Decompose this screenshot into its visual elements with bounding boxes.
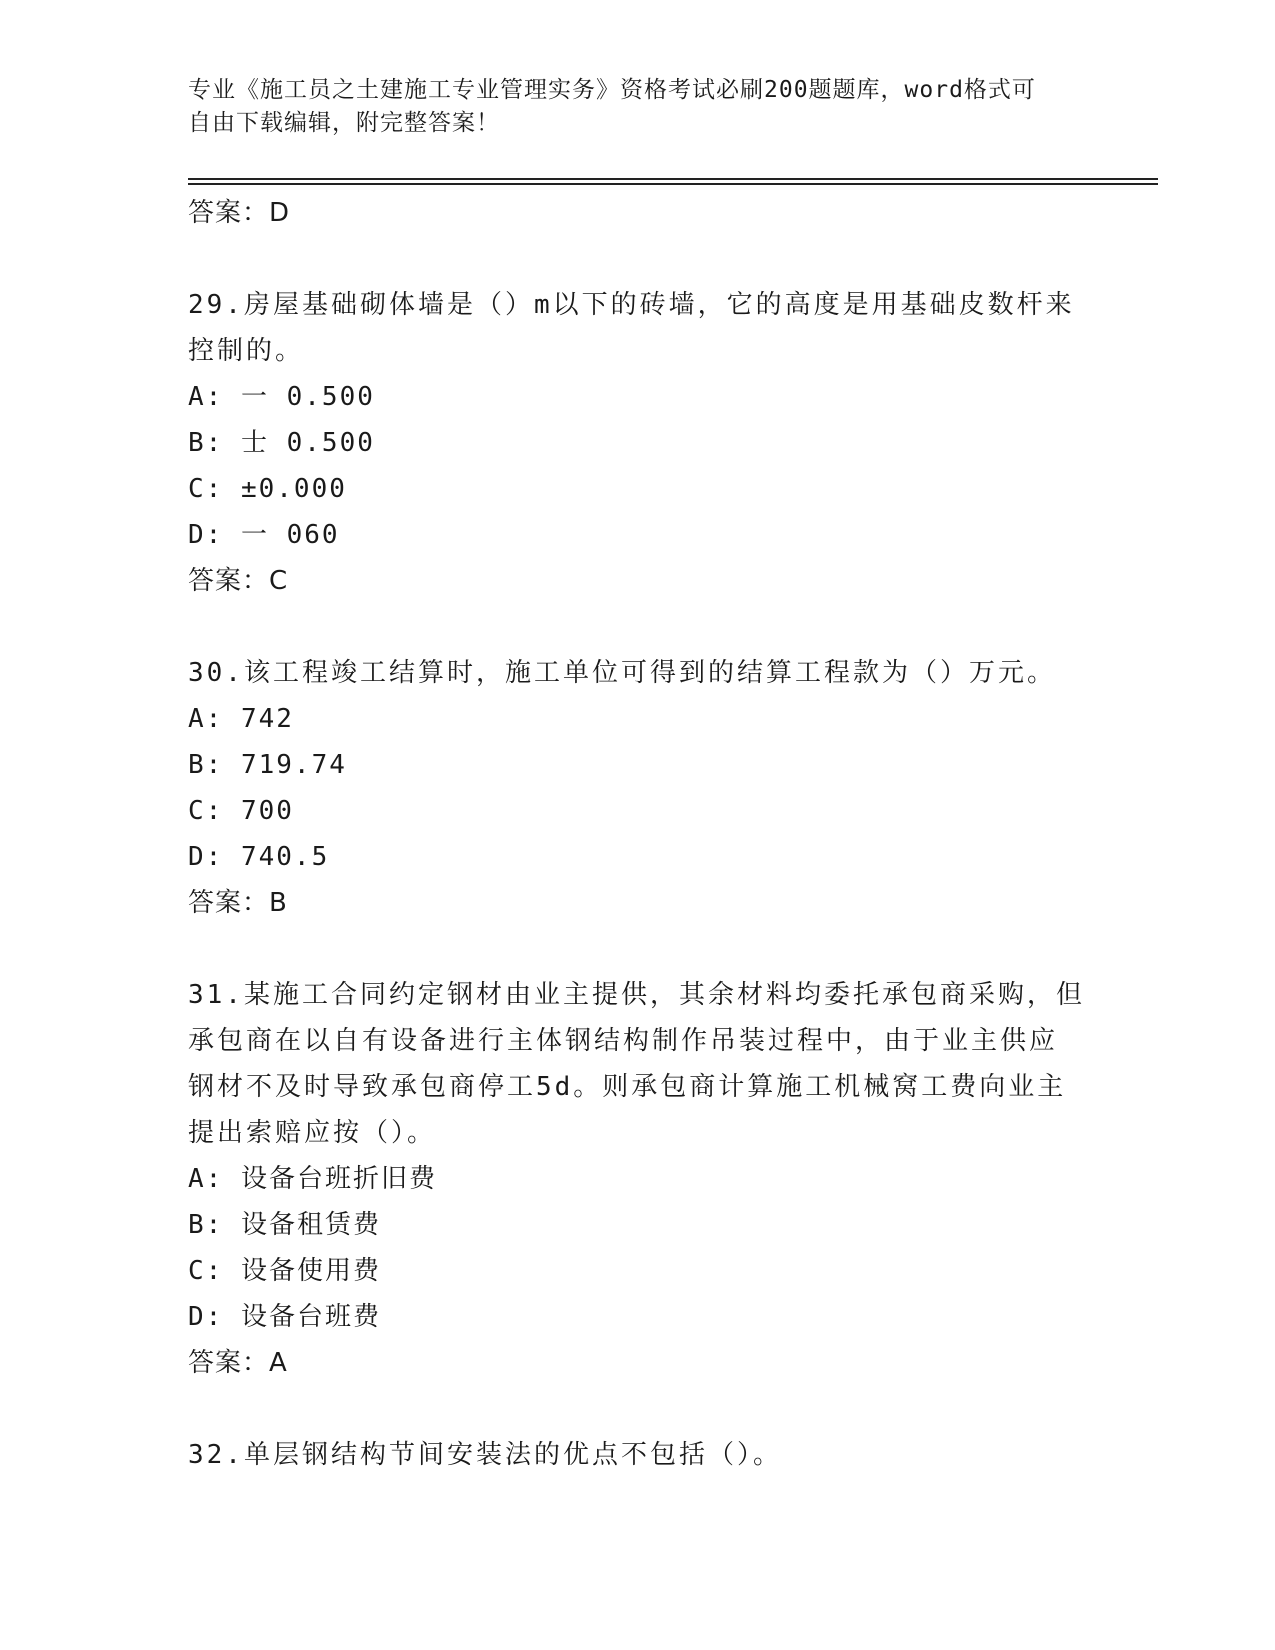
option-d: D: 设备台班费 bbox=[188, 1302, 381, 1332]
question-line: 控制的。 bbox=[188, 336, 305, 366]
previous-answer: 答案：D bbox=[188, 198, 291, 228]
spacer bbox=[188, 1386, 1088, 1432]
option-d: D: 一 060 bbox=[188, 520, 340, 550]
question-text bbox=[188, 282, 1088, 374]
question-text bbox=[188, 1432, 1088, 1478]
question-block-31 bbox=[188, 972, 1088, 1386]
option-d: D: 740.5 bbox=[188, 842, 330, 872]
question-line: 29.房屋基础砌体墙是（）m以下的砖墙，它的高度是用基础皮数杆来 bbox=[188, 290, 1075, 320]
page-header bbox=[188, 74, 1088, 140]
option-a: A: 设备台班折旧费 bbox=[188, 1164, 437, 1194]
option-b: B: 719.74 bbox=[188, 750, 347, 780]
question-line: 31.某施工合同约定钢材由业主提供，其余材料均委托承包商采购，但 bbox=[188, 980, 1085, 1010]
question-text bbox=[188, 650, 1088, 696]
question-block-29 bbox=[188, 282, 1088, 604]
option-a: A: 742 bbox=[188, 704, 294, 734]
question-block-30 bbox=[188, 650, 1088, 926]
header-title-line-1: 专业《施工员之土建施工专业管理实务》资格考试必刷200题题库，word格式可 bbox=[188, 77, 1036, 103]
option-c: C: 700 bbox=[188, 796, 294, 826]
question-block-32 bbox=[188, 1432, 1088, 1478]
option-c: C: ±0.000 bbox=[188, 474, 347, 504]
option-a: A: 一 0.500 bbox=[188, 382, 375, 412]
question-list bbox=[188, 190, 1088, 1478]
answer-label: 答案：C bbox=[188, 566, 289, 596]
spacer bbox=[188, 604, 1088, 650]
question-line: 提出索赔应按（）。 bbox=[188, 1118, 437, 1148]
question-line: 承包商在以自有设备进行主体钢结构制作吊装过程中，由于业主供应 bbox=[188, 1026, 1059, 1056]
question-line: 30.该工程竣工结算时，施工单位可得到的结算工程款为（）万元。 bbox=[188, 658, 1056, 688]
header-title-line-2: 自由下载编辑，附完整答案！ bbox=[188, 110, 500, 136]
spacer bbox=[188, 236, 1088, 282]
spacer bbox=[188, 926, 1088, 972]
header-divider-bottom bbox=[188, 183, 1158, 185]
question-line: 钢材不及时导致承包商停工5d。则承包商计算施工机械窝工费向业主 bbox=[188, 1072, 1067, 1102]
answer-label: 答案：A bbox=[188, 1348, 288, 1378]
option-c: C: 设备使用费 bbox=[188, 1256, 381, 1286]
answer-label: 答案：B bbox=[188, 888, 288, 918]
header-divider-top bbox=[188, 178, 1158, 180]
question-line: 32.单层钢结构节间安装法的优点不包括（）。 bbox=[188, 1440, 782, 1470]
question-text bbox=[188, 972, 1088, 1156]
option-b: B: 设备租赁费 bbox=[188, 1210, 381, 1240]
option-b: B: 士 0.500 bbox=[188, 428, 375, 458]
